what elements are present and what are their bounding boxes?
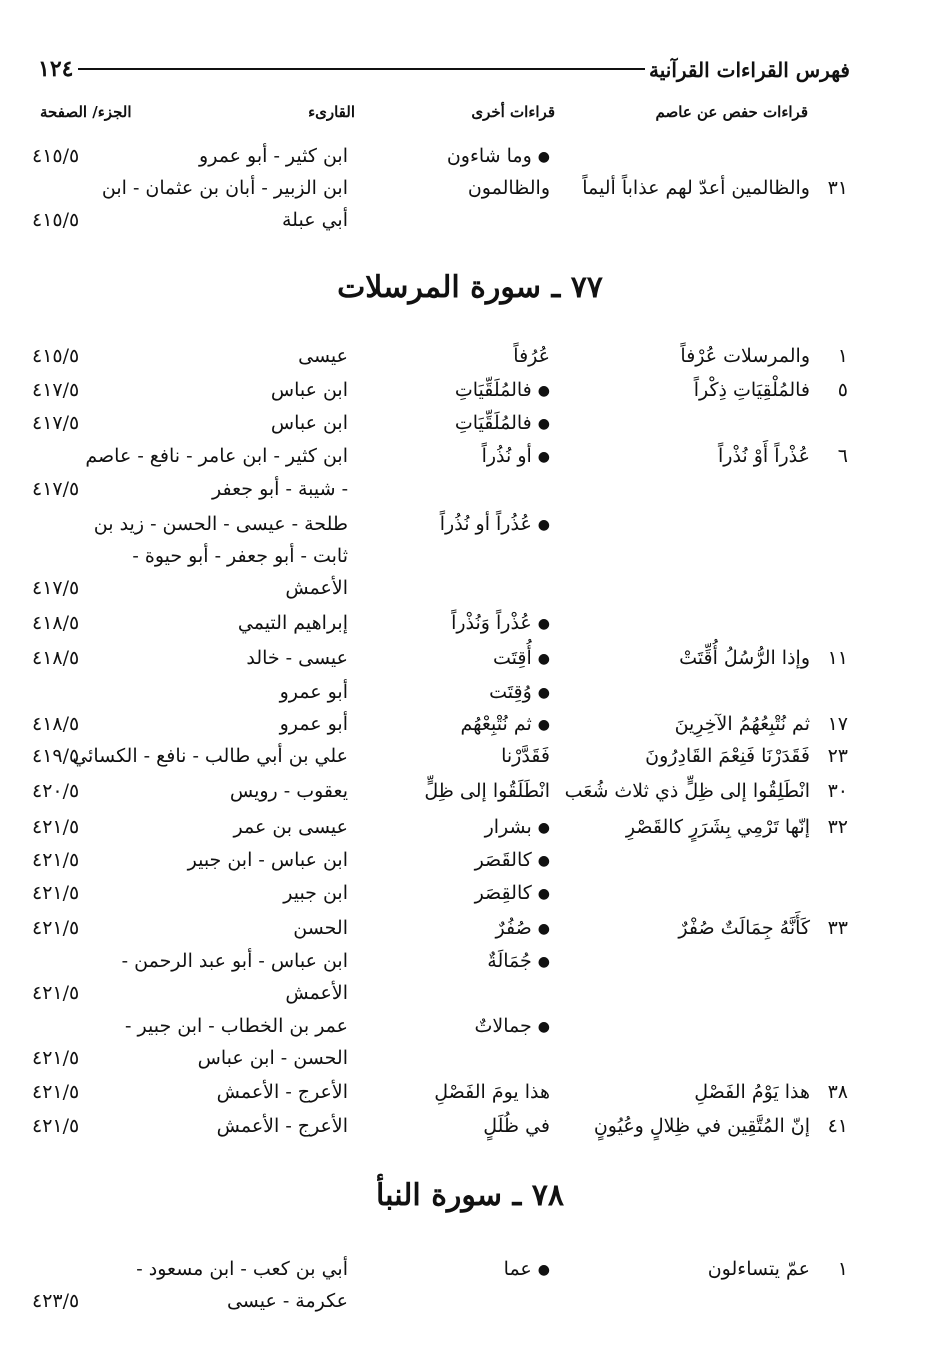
volume-page-ref: ٤٢١/٥ (32, 816, 80, 838)
volume-page-ref: ٤١٥/٥ (32, 145, 80, 167)
table-row (0, 1256, 940, 1288)
volume-page-ref: ٤٢٣/٥ (32, 1290, 80, 1312)
table-row (0, 847, 940, 879)
verse-number: ١٧ (827, 713, 848, 735)
reader-names: أبو عمرو (279, 681, 348, 703)
table-row (0, 880, 940, 912)
hafs-reading: عمّ يتساءلون (707, 1258, 810, 1280)
table-row (0, 575, 940, 607)
table-row (0, 711, 940, 743)
volume-page-ref: ٤١٨/٥ (32, 612, 80, 634)
bullet-icon: ● (537, 149, 550, 165)
other-reading-text: والظالمون (467, 177, 550, 199)
table-row (0, 377, 940, 409)
volume-page-ref: ٤٢١/٥ (32, 882, 80, 904)
other-reading (440, 511, 550, 538)
verse-number: ٢٣ (827, 745, 848, 767)
hafs-reading: والمرسلات عُرْفاً (680, 345, 810, 367)
column-header-hafs: قراءات حفص عن عاصم (655, 103, 808, 121)
reader-names: ابن جبير (283, 882, 348, 904)
table-row (0, 778, 940, 810)
hafs-reading: إنّها تَرْمِي بِشَرَرٍ كالقَصْرِ (625, 816, 810, 838)
verse-number: ١ (837, 345, 848, 367)
volume-page-ref: ٤١٥/٥ (32, 345, 80, 367)
bullet-icon: ● (537, 449, 550, 465)
reader-names: الأعمش (285, 577, 348, 599)
bullet-icon: ● (537, 685, 550, 701)
table-row (0, 814, 940, 846)
table-row (0, 645, 940, 677)
table-row (0, 948, 940, 980)
other-reading (493, 645, 550, 672)
volume-page-ref: ٤٢١/٥ (32, 982, 80, 1004)
volume-page-ref: ٤١٩/٥ (32, 745, 80, 767)
hafs-reading: إنّ المُتَّقِين في ظِلالٍ وعُيُونٍ (593, 1115, 810, 1137)
other-reading (434, 1079, 550, 1105)
bullet-icon: ● (537, 1262, 550, 1278)
reader-names: أبي بن كعب - ابن مسعود - (136, 1258, 348, 1280)
other-reading (504, 1256, 550, 1283)
other-reading (482, 443, 550, 470)
table-row (0, 915, 940, 947)
bullet-icon: ● (537, 954, 550, 970)
page-number: ١٢٤ (38, 56, 74, 82)
verse-number: ٥ (837, 379, 848, 401)
other-reading-text: جُمَالَةٌ (487, 950, 532, 972)
hafs-reading: عُذْراً أَوْ نُذْراً (717, 445, 810, 467)
hafs-reading: والظالمين أعدّ لهم عذاباً أليماً (582, 177, 810, 199)
bullet-icon: ● (537, 886, 550, 902)
other-reading (483, 1113, 550, 1139)
reader-names: أبي عبلة (282, 209, 348, 231)
reader-names: الأعرج - الأعمش (216, 1115, 348, 1137)
column-header-reader: القارىء (308, 103, 355, 121)
volume-page-ref: ٤١٧/٥ (32, 379, 80, 401)
volume-page-ref: ٤٢١/٥ (32, 917, 80, 939)
hafs-reading: فالمُلْقِيَاتِ ذِكْراً (693, 379, 810, 401)
other-reading-text: فَقَدَّرْنا (501, 745, 550, 767)
other-reading-text: عُذْراً وَنُذْراً (451, 612, 532, 634)
running-header (38, 56, 850, 90)
other-reading (455, 410, 550, 437)
other-reading-text: عما (503, 1258, 532, 1280)
volume-page-ref: ٤٢١/٥ (32, 849, 80, 871)
surah-title-mursalat: ٧٧ ـ سورة المرسلات (337, 270, 603, 305)
volume-page-ref: ٤٢١/٥ (32, 1047, 80, 1069)
reader-names: أبو عمرو (279, 713, 348, 735)
other-reading (475, 847, 550, 874)
reader-names: عكرمة - عيسى (226, 1290, 348, 1312)
reader-names: ثابت - أبو جعفر - أبو حيوة - (132, 545, 348, 567)
verse-number: ٣٨ (827, 1081, 848, 1103)
table-row (0, 207, 940, 239)
other-reading-text: عُذُراً أو نُذُراً (439, 513, 532, 535)
other-reading-text: عُرُفاً (513, 345, 550, 367)
hafs-reading: وإذا الرُّسُلُ أُقِّتَتْ (679, 647, 810, 669)
other-reading-text: فالمُلَقِّيَاتِ (454, 412, 532, 434)
reader-names: عيسى بن عمر (233, 816, 348, 838)
other-reading-text: فالمُلَقِّيَاتِ (454, 379, 532, 401)
other-reading-text: صُفُرٌ (495, 917, 532, 939)
other-reading (485, 814, 550, 841)
volume-page-ref: ٤٢١/٥ (32, 1115, 80, 1137)
table-row (0, 743, 940, 775)
other-reading-text: أُقِتَت (493, 647, 532, 669)
other-reading-text: كالقَصَر (474, 849, 532, 871)
other-reading-text: وُقِتَت (489, 681, 532, 703)
table-row (0, 980, 940, 1012)
reader-names: ابن عباس (270, 379, 348, 401)
volume-page-ref: ٤١٧/٥ (32, 577, 80, 599)
hafs-reading: كَأَنَّهُ جِمَالَتٌ صُفْرٌ (678, 917, 810, 939)
other-reading (489, 679, 550, 706)
verse-number: ٣٠ (827, 780, 848, 802)
other-reading (468, 175, 550, 201)
table-row (0, 1288, 940, 1320)
header-rule (78, 68, 645, 70)
table-row (0, 443, 940, 475)
verse-number: ١١ (827, 647, 848, 669)
reader-names: عيسى (298, 345, 348, 367)
page-title: فهرس القراءات القرآنية (649, 58, 850, 82)
table-row (0, 679, 940, 711)
other-reading (496, 915, 550, 942)
bullet-icon: ● (537, 853, 550, 869)
reader-names: الأعرج - الأعمش (216, 1081, 348, 1103)
reader-names: ابن كثير - ابن عامر - نافع - عاصم (85, 445, 348, 467)
bullet-icon: ● (537, 820, 550, 836)
reader-names: ابن عباس - ابن جبير (187, 849, 348, 871)
other-reading-text: أو نُذُراً (481, 445, 532, 467)
reader-names: ابن عباس - أبو عبد الرحمن - (121, 950, 348, 972)
bullet-icon: ● (537, 616, 550, 632)
reader-names: ابن الزبير - أبان بن عثمان - ابن (101, 177, 348, 199)
table-row (0, 175, 940, 207)
other-reading (487, 948, 550, 975)
volume-page-ref: ٤٢٠/٥ (32, 780, 80, 802)
other-reading-text: كالقِصَر (474, 882, 532, 904)
hafs-reading: انْطَلِقُوا إلى ظِلٍّ ذي ثلاث شُعَب (564, 780, 810, 802)
table-row (0, 410, 940, 442)
volume-page-ref: ٤٢١/٥ (32, 1081, 80, 1103)
volume-page-ref: ٤١٨/٥ (32, 713, 80, 735)
verse-number: ٦ (837, 445, 848, 467)
table-row (0, 143, 940, 175)
table-row (0, 343, 940, 375)
volume-page-ref: ٤١٨/٥ (32, 647, 80, 669)
other-reading (501, 743, 550, 769)
verse-number: ٤١ (827, 1115, 848, 1137)
verse-number: ٣٣ (827, 917, 848, 939)
verse-number: ٣١ (827, 177, 848, 199)
bullet-icon: ● (537, 717, 550, 733)
volume-page-ref: ٤١٧/٥ (32, 412, 80, 434)
other-reading (455, 377, 550, 404)
reader-names: إبراهيم التيمي (237, 612, 348, 634)
surah-title-naba: ٧٨ ـ سورة النبأ (376, 1178, 564, 1213)
volume-page-ref: ٤١٧/٥ (32, 478, 80, 500)
other-reading-text: في ظُلَلٍ (483, 1115, 550, 1137)
other-reading-text: بشرار (484, 816, 532, 838)
reader-names: عيسى - خالد (246, 647, 348, 669)
reader-names: - شيبة - أبو جعفر (212, 478, 348, 500)
column-header-ref: الجزء/ الصفحة (40, 103, 132, 121)
bullet-icon: ● (537, 1019, 550, 1035)
other-reading-text: ثم نُتْبِعْهُم (460, 713, 532, 735)
other-reading (513, 343, 550, 369)
verse-number: ٣٢ (827, 816, 848, 838)
other-reading (424, 778, 550, 804)
table-row (0, 511, 940, 543)
reader-names: يعقوب - رويس (229, 780, 348, 802)
other-reading-text: هذا يومَ الفَصْلِ (434, 1081, 550, 1103)
bullet-icon: ● (537, 651, 550, 667)
hafs-reading: فَقَدَرْنَا فَنِعْمَ القَادِرُونَ (645, 745, 810, 767)
hafs-reading: هذا يَوْمُ الفَصْلِ (694, 1081, 810, 1103)
other-reading-text: جمالاتٌ (474, 1015, 532, 1037)
verse-number: ١ (837, 1258, 848, 1280)
other-reading-text: وما شاءون (446, 145, 532, 167)
other-reading (460, 711, 550, 738)
hafs-reading: ثم نُتْبِعُهُمُ الآخِرِينَ (674, 713, 810, 735)
bullet-icon: ● (537, 383, 550, 399)
reader-names: عمر بن الخطاب - ابن جبير - (125, 1015, 348, 1037)
bullet-icon: ● (537, 921, 550, 937)
bullet-icon: ● (537, 416, 550, 432)
table-row (0, 1013, 940, 1045)
table-row (0, 1113, 940, 1145)
reader-names: الأعمش (285, 982, 348, 1004)
reader-names: طلحة - عيسى - الحسن - زيد بن (93, 513, 348, 535)
reader-names: ابن عباس (270, 412, 348, 434)
volume-page-ref: ٤١٥/٥ (32, 209, 80, 231)
table-row (0, 1079, 940, 1111)
other-reading (451, 610, 550, 637)
table-row (0, 543, 940, 575)
other-reading-text: انْطَلَقُوا إلى ظِلٍّ (424, 780, 550, 802)
bullet-icon: ● (537, 517, 550, 533)
column-header-other: قراءات أخرى (471, 103, 555, 121)
other-reading (475, 1013, 550, 1040)
table-row (0, 476, 940, 508)
reader-names: الحسن - ابن عباس (197, 1047, 348, 1069)
reader-names: ابن كثير - أبو عمرو (199, 145, 348, 167)
other-reading (475, 880, 550, 907)
reader-names: علي بن أبي طالب - نافع - الكسائي (72, 745, 348, 767)
table-row (0, 610, 940, 642)
other-reading (447, 143, 550, 170)
reader-names: الحسن (293, 917, 348, 939)
table-row (0, 1045, 940, 1077)
